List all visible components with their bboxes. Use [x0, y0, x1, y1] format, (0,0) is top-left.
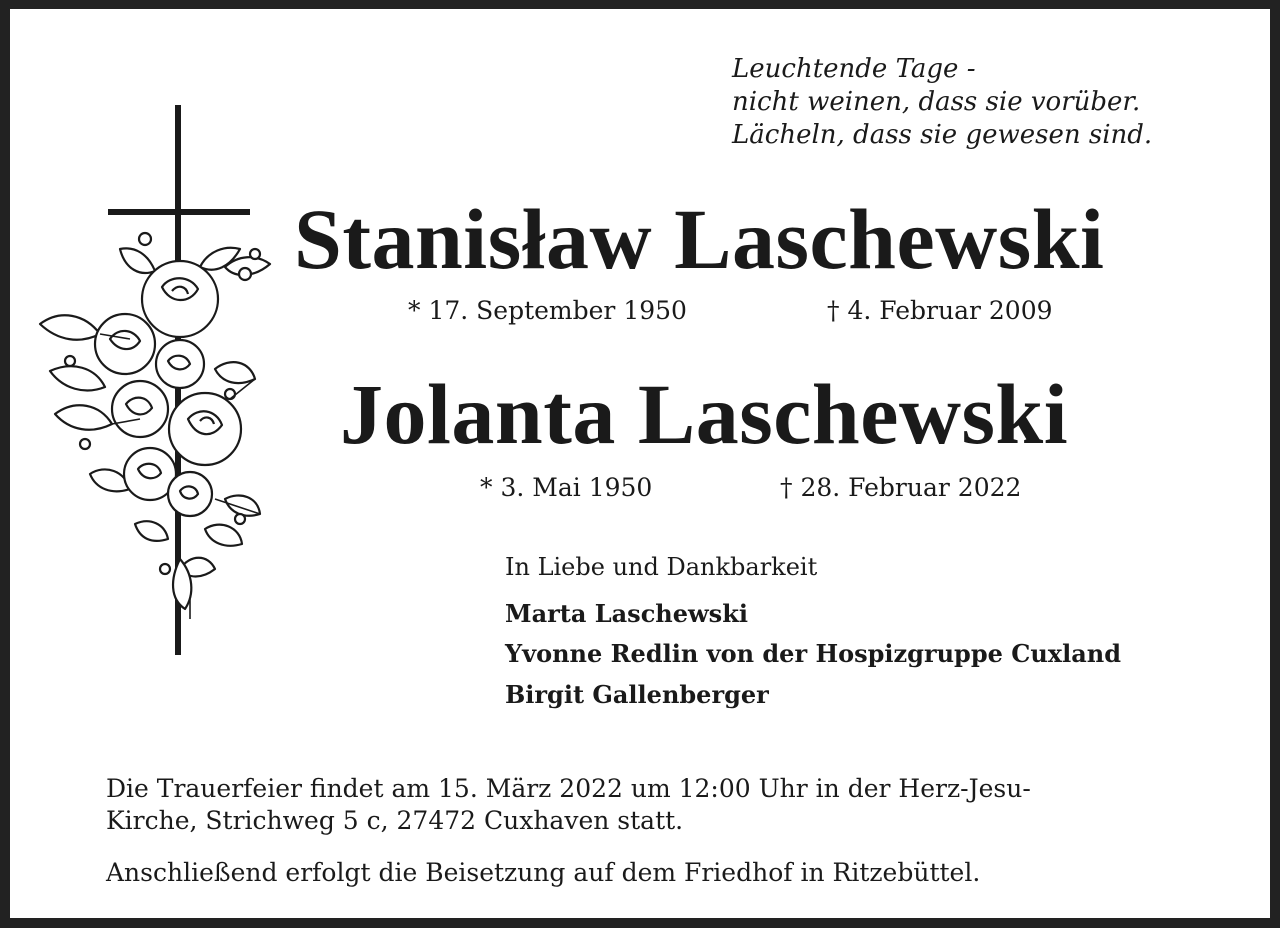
death-date-2: † 28. Februar 2022: [780, 473, 1022, 502]
cross-with-roses-icon: [30, 99, 285, 664]
service-notice: [106, 773, 1031, 837]
deceased-name-2: Jolanta Laschewski: [340, 366, 1069, 462]
mourner-name: Yvonne Redlin von der Hospizgruppe Cuxland: [505, 639, 1121, 668]
birth-date-2: * 3. Mai 1950: [480, 473, 653, 502]
birth-date-1: * 17. September 1950: [408, 296, 687, 325]
mourner-name: Marta Laschewski: [505, 599, 748, 628]
quote-line-2: nicht weinen, dass sie vorüber.: [732, 87, 1141, 117]
deceased-name-1: Stanisław Laschewski: [294, 191, 1105, 287]
quote-line-1: Leuchtende Tage -: [732, 54, 976, 84]
mourner-name: Birgit Gallenberger: [505, 680, 769, 709]
death-date-1: † 4. Februar 2009: [827, 296, 1053, 325]
service-line-2: Kirche, Strichweg 5 c, 27472 Cuxhaven statt.: [106, 806, 684, 835]
service-line-1: Die Trauerfeier findet am 15. März 2022 um 12:00 Uhr in der Herz-Jesu-: [106, 774, 1031, 803]
quote-line-3: Lächeln, dass sie gewesen sind.: [732, 120, 1153, 150]
burial-notice: Anschließend erfolgt die Beisetzung auf dem Friedhof in Ritzebüttel.: [106, 858, 981, 887]
signoff-text: In Liebe und Dankbarkeit: [505, 553, 818, 581]
epigraph-quote: [732, 53, 1152, 152]
